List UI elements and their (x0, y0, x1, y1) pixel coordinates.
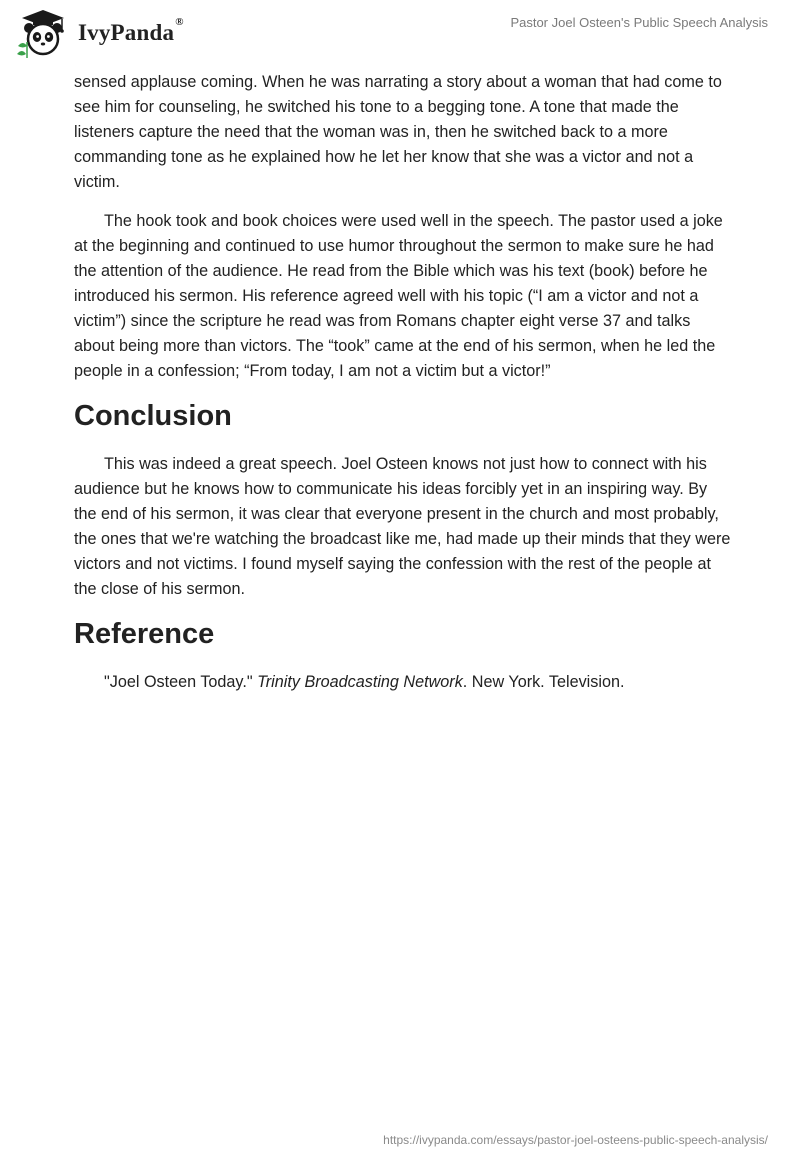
ivypanda-logo[interactable] (14, 8, 184, 58)
panda-graduate-icon (14, 8, 72, 58)
document-title: Pastor Joel Osteen's Public Speech Analysis (510, 15, 768, 30)
conclusion-paragraph: This was indeed a great speech. Joel Osteen knows not just how to connect with his audience but he knows how to communicate his ideas forcibly yet in an inspiring way. By the end of his sermon, it was clear that everyone present in the church and most probably, the ones that we're watching the broadcast like me, had made up their minds that they were victors and not victims. I found myself saying the confession with the rest of the people at the close of his sermon. (74, 455, 731, 598)
body-paragraph: The hook took and book choices were used well in the speech. The pastor used a joke at the beginning and continued to use humor throughout the sermon to make sure he had the attention of the audience. He read from the Bible which was his text (book) before he introduced his sermon. His reference agreed well with his topic (“I am a victor and not a victim”) since the scripture he read was from Romans chapter eight verse 37 and talks about being more than victors. The “took” came at the end of his sermon, when he led the people in a confession; “From today, I am not a victim but a victor!” (74, 212, 723, 380)
body-paragraph: sensed applause coming. When he was narrating a story about a woman that had come to see him for counseling, he switched his tone to a begging tone. A tone that made the listeners capture the need that the woman was in, then he switched back to a more commanding tone as he explained how he let her know that she was a victor and not a victim. (74, 73, 722, 191)
page-header (0, 0, 800, 64)
reference-source-title: Trinity Broadcasting Network (257, 673, 463, 691)
reference-entry (74, 670, 734, 695)
reference-prefix: "Joel Osteen Today." (104, 673, 258, 691)
logo-text: IvyPanda® (78, 16, 184, 45)
source-url[interactable]: https://ivypanda.com/essays/pastor-joel-osteens-public-speech-analysis/ (383, 1133, 768, 1147)
reference-heading: Reference (74, 618, 215, 650)
conclusion-heading: Conclusion (74, 400, 232, 432)
reference-suffix: . New York. Television. (462, 673, 625, 691)
registered-mark: ® (175, 16, 184, 28)
essay-content (74, 70, 734, 709)
